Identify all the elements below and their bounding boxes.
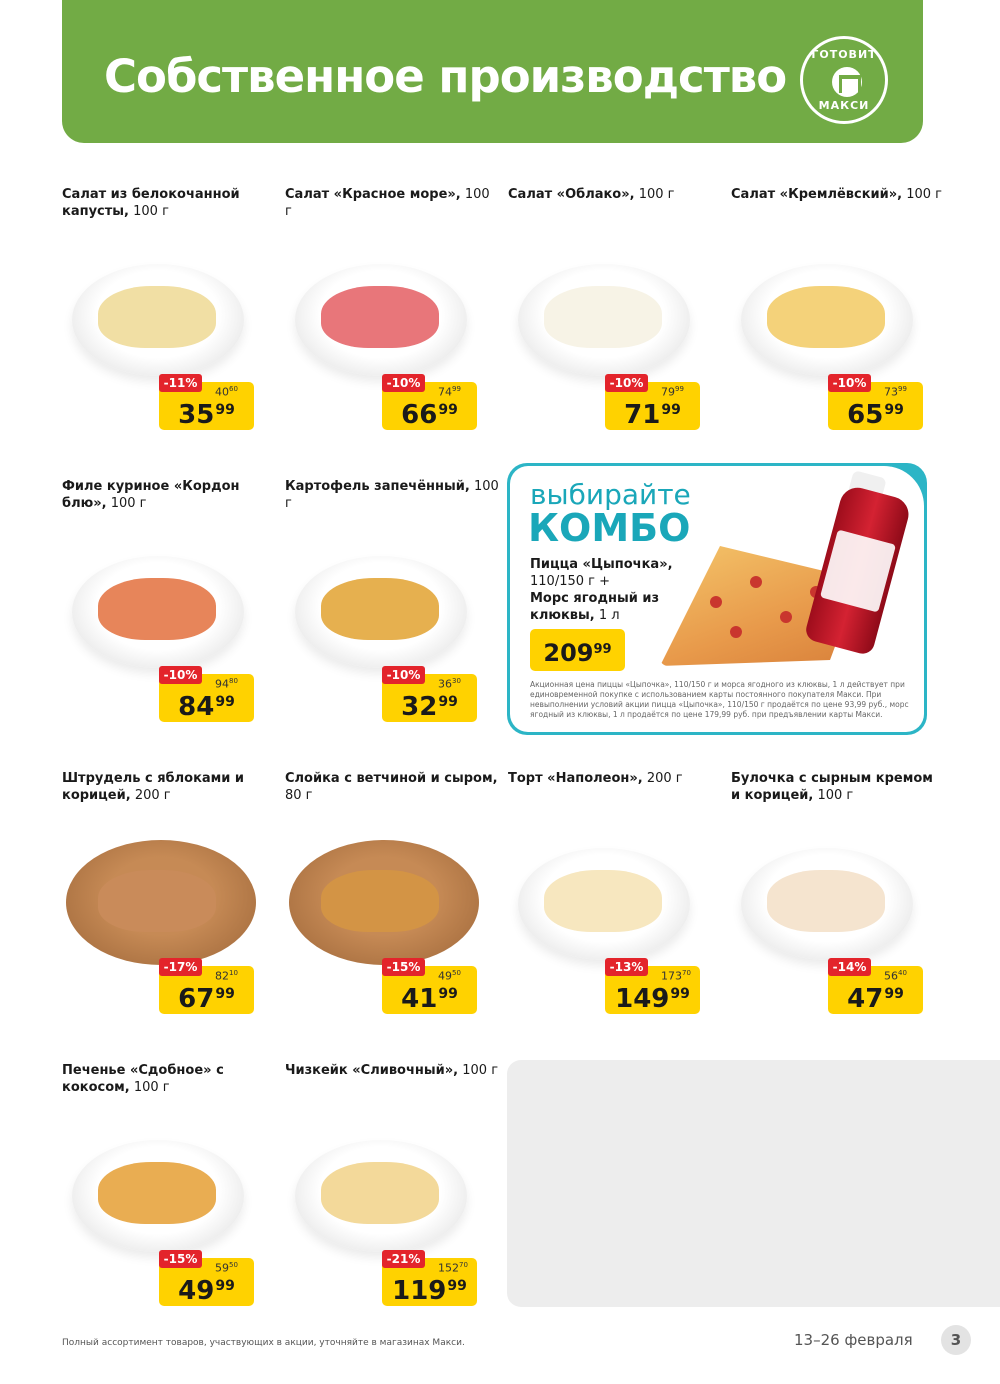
product-title xyxy=(285,770,500,804)
old-price-int: 74 xyxy=(438,385,452,399)
new-price xyxy=(382,979,477,1014)
product-image xyxy=(98,578,216,640)
product-title xyxy=(62,1062,277,1096)
product-card[interactable] xyxy=(508,186,723,466)
combo-item1-name: Пицца «Цыпочка», xyxy=(530,557,673,572)
new-price-dec: 99 xyxy=(438,402,458,418)
product-title xyxy=(731,186,946,203)
new-price-int: 35 xyxy=(178,400,215,430)
old-price-int: 49 xyxy=(438,969,452,983)
new-price xyxy=(382,687,477,722)
old-price-int: 173 xyxy=(661,969,682,983)
new-price-int: 66 xyxy=(401,400,438,430)
combo-description xyxy=(530,556,680,624)
old-price-dec: 50 xyxy=(452,969,461,977)
product-title xyxy=(285,478,500,512)
product-title xyxy=(508,770,723,787)
new-price-int: 49 xyxy=(178,1276,215,1306)
product-name: Филе куриное «Кордон блю», xyxy=(62,479,240,511)
old-price-int: 40 xyxy=(215,385,229,399)
product-name: Салат из белокочанной капусты, xyxy=(62,187,240,219)
new-price xyxy=(605,395,700,430)
discount-badge: -21% xyxy=(382,1250,425,1268)
price-tag xyxy=(159,376,254,430)
product-weight: 200 г xyxy=(646,771,683,786)
product-weight: 100 г xyxy=(133,204,169,219)
old-price-int: 82 xyxy=(215,969,229,983)
product-card[interactable] xyxy=(508,770,723,1050)
old-price-dec: 99 xyxy=(675,385,684,393)
new-price-dec: 99 xyxy=(215,402,235,418)
product-image xyxy=(98,870,216,932)
old-price-int: 152 xyxy=(438,1261,459,1275)
new-price xyxy=(828,979,923,1014)
product-weight: 100 г xyxy=(906,187,943,202)
discount-badge: -10% xyxy=(159,666,202,684)
combo-price-int: 209 xyxy=(543,639,594,667)
new-price-dec: 99 xyxy=(884,986,904,1002)
price-tag xyxy=(828,376,923,430)
new-price xyxy=(159,979,254,1014)
product-weight: 100 г xyxy=(110,496,147,511)
new-price-dec: 99 xyxy=(438,694,458,710)
new-price-dec: 99 xyxy=(447,1278,467,1294)
old-price-dec: 70 xyxy=(459,1261,468,1269)
new-price-int: 84 xyxy=(178,692,215,722)
product-image xyxy=(321,1162,439,1224)
gotovit-maksi-badge xyxy=(800,36,888,124)
combo-heading-small: выбирайте xyxy=(530,478,691,511)
product-image xyxy=(767,286,885,348)
discount-badge: -13% xyxy=(605,958,648,976)
old-price-dec: 80 xyxy=(229,677,238,685)
new-price-int: 149 xyxy=(615,984,670,1014)
discount-badge: -11% xyxy=(159,374,202,392)
new-price-int: 41 xyxy=(401,984,438,1014)
product-image xyxy=(321,286,439,348)
combo-panel xyxy=(510,466,924,732)
new-price xyxy=(382,395,477,430)
product-image xyxy=(767,870,885,932)
price-tag xyxy=(382,376,477,430)
combo-terms-note: Акционная цена пиццы «Цыпочка», 110/150 г и морса ягодного из клюквы, 1 л действует при единовременной покупке с использованием карты постоянного покупателя Макси. При невыполнении условий акции пицца «Цыпочка», 110/150 г продаётся по цене 93,99 руб., морс ягодный из клюквы, 1 л продаётся по цене 179,99 руб. при предъявлении карты Макси. xyxy=(530,680,909,719)
discount-badge: -10% xyxy=(828,374,871,392)
product-name: Печенье «Сдобное» с кокосом, xyxy=(62,1063,224,1095)
product-image xyxy=(544,286,662,348)
product-weight: 80 г xyxy=(285,788,313,803)
new-price-int: 119 xyxy=(392,1276,447,1306)
product-title xyxy=(62,770,277,804)
new-price-int: 32 xyxy=(401,692,438,722)
price-tag xyxy=(382,668,477,722)
price-tag xyxy=(159,668,254,722)
new-price xyxy=(605,979,700,1014)
new-price xyxy=(382,1271,477,1306)
page-header xyxy=(62,0,923,143)
old-price-dec: 10 xyxy=(229,969,238,977)
old-price-int: 56 xyxy=(884,969,898,983)
old-price-dec: 40 xyxy=(898,969,907,977)
discount-badge: -10% xyxy=(382,374,425,392)
old-price-dec: 99 xyxy=(452,385,461,393)
product-weight: 100 г xyxy=(285,479,499,511)
combo-item2-volume: 1 л xyxy=(598,608,620,623)
product-card[interactable] xyxy=(62,770,277,1050)
product-image xyxy=(321,578,439,640)
price-tag xyxy=(159,960,254,1014)
product-card[interactable] xyxy=(731,186,946,466)
price-tag xyxy=(605,960,700,1014)
old-price-int: 36 xyxy=(438,677,452,691)
old-price-int: 73 xyxy=(884,385,898,399)
product-name: Салат «Облако», xyxy=(508,187,635,202)
product-title xyxy=(285,1062,500,1079)
product-title xyxy=(285,186,500,220)
discount-badge: -15% xyxy=(159,1250,202,1268)
product-name: Чизкейк «Сливочный», xyxy=(285,1063,459,1078)
product-weight: 100 г xyxy=(638,187,675,202)
badge-bottom-text: МАКСИ xyxy=(818,99,870,112)
product-card[interactable] xyxy=(285,770,500,1050)
new-price-dec: 99 xyxy=(215,986,235,1002)
product-image xyxy=(98,1162,216,1224)
product-title xyxy=(62,478,277,512)
new-price-dec: 99 xyxy=(670,986,690,1002)
product-card[interactable] xyxy=(285,186,500,466)
maksi-logo-icon xyxy=(832,67,862,97)
product-card[interactable] xyxy=(285,1062,500,1342)
new-price xyxy=(159,1271,254,1306)
footer-note: Полный ассортимент товаров, участвующих в акции, уточняйте в магазинах Макси. xyxy=(62,1338,465,1348)
special-offer-panel xyxy=(507,1060,1000,1307)
product-name: Картофель запечённый, xyxy=(285,479,470,494)
product-card[interactable] xyxy=(731,770,946,1050)
page-number: 3 xyxy=(941,1325,971,1355)
new-price xyxy=(828,395,923,430)
combo-offer-block[interactable] xyxy=(507,463,927,735)
old-price-dec: 70 xyxy=(682,969,691,977)
old-price-int: 59 xyxy=(215,1261,229,1275)
discount-badge: -15% xyxy=(382,958,425,976)
discount-badge: -10% xyxy=(382,666,425,684)
product-name: Слойка с ветчиной и сыром, xyxy=(285,771,498,786)
new-price xyxy=(159,395,254,430)
new-price xyxy=(159,687,254,722)
product-title xyxy=(508,186,723,203)
combo-item2-name: Морс ягодный из клюквы, xyxy=(530,591,660,623)
new-price-dec: 99 xyxy=(215,694,235,710)
price-tag xyxy=(382,960,477,1014)
product-card[interactable] xyxy=(62,186,277,466)
discount-badge: -10% xyxy=(605,374,648,392)
price-tag xyxy=(382,1252,477,1306)
product-weight: 100 г xyxy=(133,1080,170,1095)
old-price-dec: 99 xyxy=(898,385,907,393)
product-weight: 100 г xyxy=(462,1063,499,1078)
price-tag xyxy=(828,960,923,1014)
new-price-dec: 99 xyxy=(661,402,681,418)
combo-price-dec: 99 xyxy=(593,642,612,657)
combo-item1-weight: 110/150 г + xyxy=(530,574,610,589)
product-name: Салат «Красное море», xyxy=(285,187,461,202)
product-image xyxy=(544,870,662,932)
product-title xyxy=(62,186,277,220)
page-title: Собственное производство xyxy=(104,50,787,103)
product-image xyxy=(321,870,439,932)
old-price-int: 79 xyxy=(661,385,675,399)
new-price-int: 71 xyxy=(624,400,661,430)
combo-price-tag xyxy=(530,629,625,671)
new-price-int: 47 xyxy=(847,984,884,1014)
new-price-dec: 99 xyxy=(438,986,458,1002)
new-price-int: 65 xyxy=(847,400,884,430)
old-price-int: 94 xyxy=(215,677,229,691)
old-price-dec: 50 xyxy=(229,1261,238,1269)
product-name: Булочка с сырным кремом и корицей, xyxy=(731,771,933,803)
promo-dates: 13–26 февраля xyxy=(794,1331,913,1349)
product-weight: 100 г xyxy=(817,788,854,803)
product-image xyxy=(98,286,216,348)
old-price-dec: 60 xyxy=(229,385,238,393)
product-title xyxy=(731,770,946,804)
discount-badge: -14% xyxy=(828,958,871,976)
combo-heading-large: КОМБО xyxy=(528,506,691,550)
new-price-dec: 99 xyxy=(215,1278,235,1294)
price-tag xyxy=(159,1252,254,1306)
badge-top-text: ГОТОВИТ xyxy=(811,48,877,61)
product-card[interactable] xyxy=(285,478,500,758)
product-card[interactable] xyxy=(62,478,277,758)
product-card[interactable] xyxy=(62,1062,277,1342)
product-name: Торт «Наполеон», xyxy=(508,771,643,786)
discount-badge: -17% xyxy=(159,958,202,976)
product-weight: 200 г xyxy=(134,788,171,803)
new-price-int: 67 xyxy=(178,984,215,1014)
product-name: Штрудель с яблоками и корицей, xyxy=(62,771,245,803)
product-name: Салат «Кремлёвский», xyxy=(731,187,903,202)
price-tag xyxy=(605,376,700,430)
product-weight: 100 г xyxy=(285,187,490,219)
new-price-dec: 99 xyxy=(884,402,904,418)
old-price-dec: 30 xyxy=(452,677,461,685)
